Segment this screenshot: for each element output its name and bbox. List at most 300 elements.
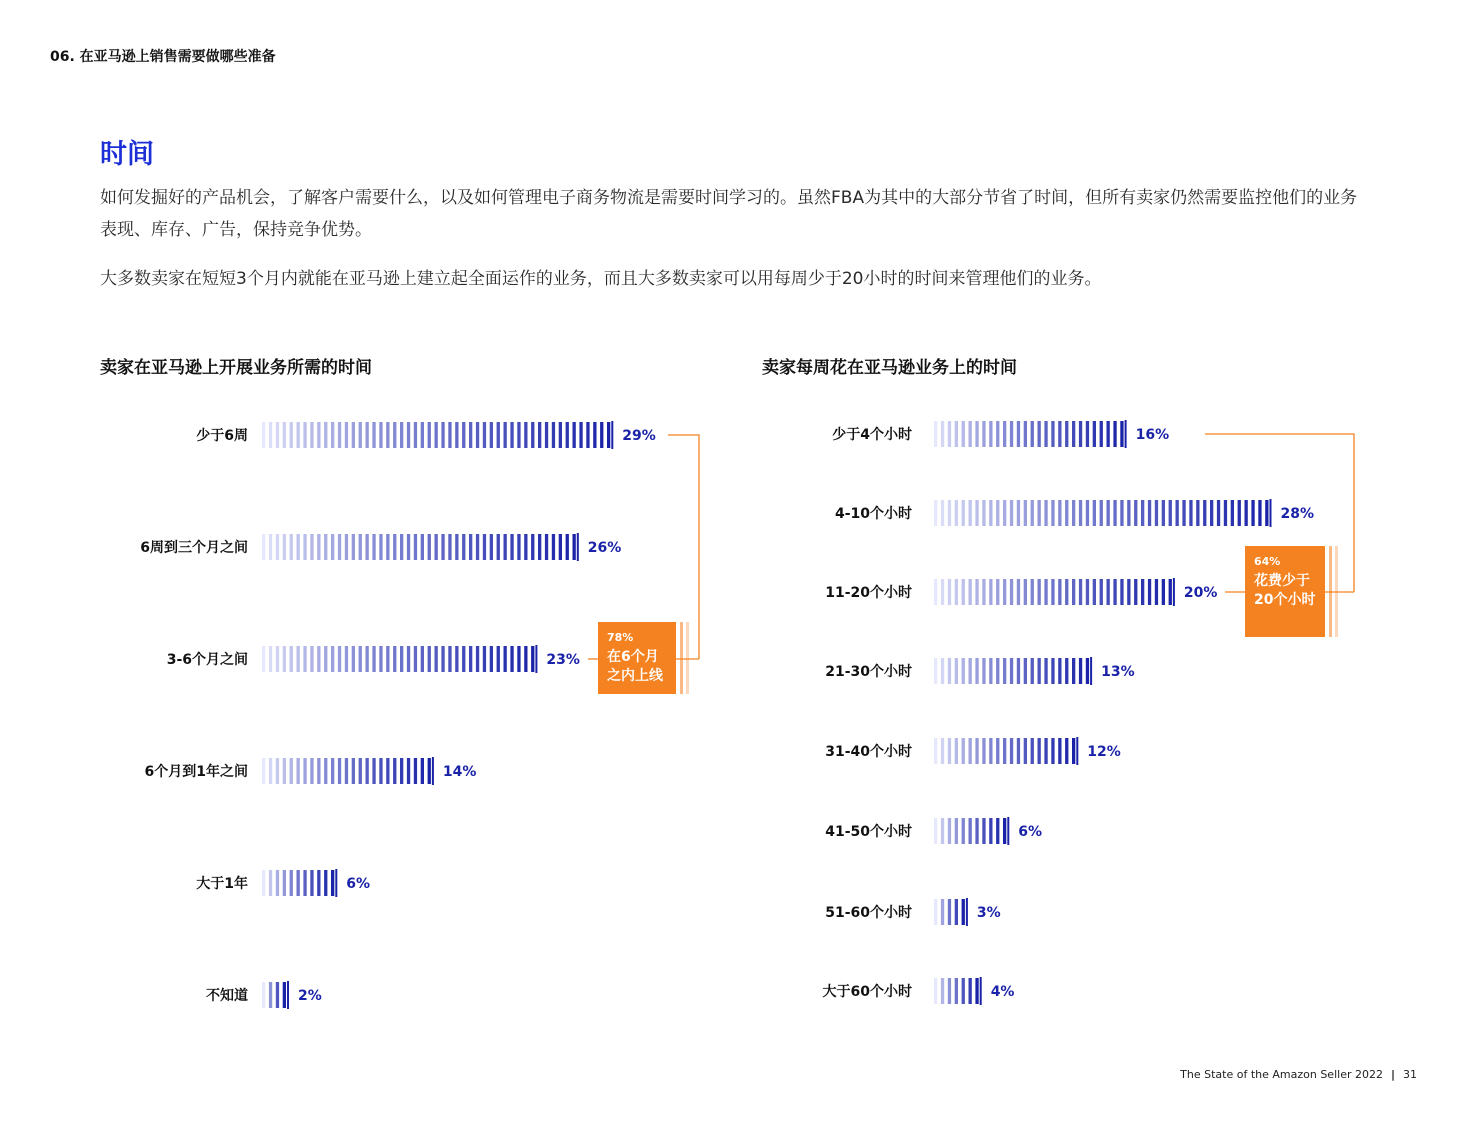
bar-stripe	[962, 899, 965, 925]
bar-stripe	[1058, 421, 1061, 447]
bar-stripe	[1265, 500, 1268, 526]
bar-stripe	[1024, 421, 1027, 447]
bar-end-cap	[1090, 657, 1092, 685]
bar-stripe	[407, 534, 410, 560]
bar-stripe	[1010, 421, 1013, 447]
bar-stripe	[297, 758, 300, 784]
bar-stripe	[469, 534, 472, 560]
bar-stripe	[1086, 500, 1089, 526]
bar-stripe	[524, 646, 527, 672]
bar-stripe	[393, 534, 396, 560]
value-label: 4%	[990, 984, 1015, 1000]
bar-stripe	[1017, 658, 1020, 684]
bar-stripe	[297, 422, 300, 448]
bar-stripe	[579, 422, 582, 448]
bar-stripe	[303, 870, 306, 896]
bar-stripe	[359, 422, 362, 448]
bar-stripe	[1120, 500, 1123, 526]
bar-stripe	[448, 422, 451, 448]
bar-stripe	[1141, 579, 1144, 605]
bar-stripe	[934, 658, 937, 684]
category-label: 大于60个小时	[822, 984, 912, 1000]
bar-stripe	[310, 422, 313, 448]
intro-paragraph: 如何发掘好的产品机会，了解客户需要什么，以及如何管理电子商务物流是需要时间学习的。虽然FBA为其中的大部分节省了时间，但所有卖家仍然需要监控他们的业务表现、库存、广告，保持竞争优势。	[100, 188, 1358, 240]
bar-stripe	[969, 500, 972, 526]
bar-stripe	[435, 534, 438, 560]
bar-stripe	[955, 421, 958, 447]
bar-stripe	[1017, 579, 1020, 605]
bar-stripe	[1051, 421, 1054, 447]
bar-stripe	[962, 738, 965, 764]
bar-stripe	[290, 758, 293, 784]
bar-stripe	[469, 422, 472, 448]
bar-stripe	[352, 534, 355, 560]
bar-stripe	[331, 758, 334, 784]
bar-stripe	[538, 422, 541, 448]
bar-stripe	[586, 422, 589, 448]
bar-stripe	[324, 870, 327, 896]
bar-stripe	[934, 421, 937, 447]
value-label: 29%	[622, 428, 656, 444]
category-label: 41-50个小时	[825, 824, 912, 840]
bar-stripe	[428, 758, 431, 784]
value-label: 3%	[976, 905, 1001, 921]
bar-stripe	[283, 422, 286, 448]
bar-stripe	[269, 646, 272, 672]
bar-stripe	[1238, 500, 1241, 526]
bar-stripe	[345, 422, 348, 448]
bar-stripe	[338, 422, 341, 448]
bar-end-cap	[1076, 737, 1078, 765]
bar-stripe	[269, 422, 272, 448]
bar-stripe	[504, 646, 507, 672]
bar-stripe	[1224, 500, 1227, 526]
bar-stripe	[969, 978, 972, 1004]
bar-stripe	[276, 758, 279, 784]
bar-stripe	[941, 738, 944, 764]
bar	[934, 578, 1175, 606]
bar-stripe	[982, 658, 985, 684]
bar-stripe	[283, 534, 286, 560]
bar-end-cap	[535, 645, 537, 673]
bar-stripe	[317, 646, 320, 672]
bar-stripe	[948, 500, 951, 526]
bar-stripe	[1120, 421, 1123, 447]
bar-stripe	[366, 646, 369, 672]
bar-stripe	[1162, 579, 1165, 605]
category-label: 6个月到1年之间	[144, 764, 248, 780]
bar-stripe	[386, 422, 389, 448]
bar-stripe	[1203, 500, 1206, 526]
bar-stripe	[283, 870, 286, 896]
bar-stripe	[1120, 579, 1123, 605]
value-label: 20%	[1183, 585, 1218, 601]
bar-stripe	[372, 534, 375, 560]
bar-stripe	[517, 646, 520, 672]
value-label: 6%	[346, 876, 371, 892]
bar-stripe	[317, 758, 320, 784]
bar-end-cap	[980, 977, 982, 1005]
bar-stripe	[290, 870, 293, 896]
bar-stripe	[455, 422, 458, 448]
bar-stripe	[955, 738, 958, 764]
left-chart-title: 卖家在亚马逊上开展业务所需的时间	[100, 358, 372, 378]
bar	[934, 977, 982, 1005]
bar-stripe	[283, 646, 286, 672]
bar-stripe	[1086, 421, 1089, 447]
bar-stripe	[352, 646, 355, 672]
bar-stripe	[400, 646, 403, 672]
bar-stripe	[1251, 500, 1254, 526]
bar-stripe	[393, 758, 396, 784]
bar-stripe	[1113, 421, 1116, 447]
bar-stripe	[303, 422, 306, 448]
bar-stripe	[310, 534, 313, 560]
bar-stripe	[262, 870, 265, 896]
bar-stripe	[948, 738, 951, 764]
bar-stripe	[1003, 421, 1006, 447]
category-label: 6周到三个月之间	[140, 540, 248, 556]
bar-stripe	[366, 534, 369, 560]
callout-percent: 78%	[607, 631, 634, 644]
bar-stripe	[393, 422, 396, 448]
bar-stripe	[324, 534, 327, 560]
bar-stripe	[982, 818, 985, 844]
bar-stripe	[448, 646, 451, 672]
bar-stripe	[962, 658, 965, 684]
bar-stripe	[593, 422, 596, 448]
bar-stripe	[510, 646, 513, 672]
bar-stripe	[1148, 500, 1151, 526]
bar-stripe	[996, 579, 999, 605]
bar-stripe	[414, 422, 417, 448]
bar-stripe	[1031, 500, 1034, 526]
bar-stripe	[1162, 500, 1165, 526]
bar-stripe	[345, 534, 348, 560]
footer	[1180, 1068, 1417, 1081]
bar-stripe	[414, 646, 417, 672]
bar-stripe	[1141, 500, 1144, 526]
bar-stripe	[1148, 579, 1151, 605]
value-label: 26%	[587, 540, 622, 556]
callout-percent: 64%	[1254, 555, 1281, 568]
bar-stripe	[941, 818, 944, 844]
bar-stripe	[428, 646, 431, 672]
bar-stripe	[386, 758, 389, 784]
bar-stripe	[982, 738, 985, 764]
bar-stripe	[483, 422, 486, 448]
bar-stripe	[1210, 500, 1213, 526]
category-label: 31-40个小时	[825, 744, 912, 760]
bar-stripe	[421, 758, 424, 784]
bar-stripe	[955, 978, 958, 1004]
bar	[934, 657, 1092, 685]
page-heading: 时间	[100, 139, 154, 170]
bar-stripe	[975, 658, 978, 684]
bar-stripe	[414, 534, 417, 560]
bar-stripe	[379, 422, 382, 448]
bar-stripe	[566, 422, 569, 448]
bar-stripe	[407, 646, 410, 672]
bar-stripe	[1079, 579, 1082, 605]
bar-stripe	[1176, 500, 1179, 526]
bar-stripe	[948, 899, 951, 925]
bar-stripe	[1169, 579, 1172, 605]
bar	[262, 645, 537, 673]
bar-stripe	[1258, 500, 1261, 526]
bar-stripe	[290, 422, 293, 448]
bar-stripe	[276, 534, 279, 560]
bar-stripe	[490, 534, 493, 560]
bar-stripe	[934, 978, 937, 1004]
bar-stripe	[331, 534, 334, 560]
bar-stripe	[421, 534, 424, 560]
bar-stripe	[955, 818, 958, 844]
bar-stripe	[1024, 500, 1027, 526]
bar-stripe	[962, 818, 965, 844]
bar	[262, 757, 434, 785]
chart-right	[823, 420, 1354, 1005]
bar-stripe	[1100, 500, 1103, 526]
bar-stripe	[948, 579, 951, 605]
bar-stripe	[303, 534, 306, 560]
bar-end-cap	[1173, 578, 1175, 606]
bar-stripe	[948, 658, 951, 684]
bar-stripe	[941, 978, 944, 1004]
bar-stripe	[989, 579, 992, 605]
bar-stripe	[400, 758, 403, 784]
bar-stripe	[1003, 579, 1006, 605]
bar-stripe	[1003, 500, 1006, 526]
bar-stripe	[559, 422, 562, 448]
bar	[262, 421, 613, 449]
bar-stripe	[962, 579, 965, 605]
bar-stripe	[379, 534, 382, 560]
bar-stripe	[941, 658, 944, 684]
bar-stripe	[955, 658, 958, 684]
bar-stripe	[1217, 500, 1220, 526]
bar-stripe	[1003, 658, 1006, 684]
bar-stripe	[1072, 579, 1075, 605]
bar-stripe	[269, 758, 272, 784]
bar-stripe	[338, 534, 341, 560]
bar-stripe	[1231, 500, 1234, 526]
bar-stripe	[400, 534, 403, 560]
bar-stripe	[552, 534, 555, 560]
bar-stripe	[996, 738, 999, 764]
bar-stripe	[1113, 500, 1116, 526]
bar-stripe	[969, 658, 972, 684]
bar-stripe	[1100, 579, 1103, 605]
footer-text: The State of the Amazon Seller 2022	[1180, 1068, 1383, 1081]
value-label: 14%	[442, 764, 477, 780]
value-label: 6%	[1018, 824, 1043, 840]
bar-stripe	[962, 978, 965, 1004]
bar-stripe	[1065, 421, 1068, 447]
bar-stripe	[607, 422, 610, 448]
bar-stripe	[290, 534, 293, 560]
bar-stripe	[1010, 579, 1013, 605]
bar-stripe	[283, 982, 286, 1008]
bar-stripe	[934, 818, 937, 844]
bar-stripe	[1072, 421, 1075, 447]
bar-stripe	[310, 758, 313, 784]
bar-stripe	[1044, 421, 1047, 447]
bar-stripe	[407, 422, 410, 448]
category-label: 少于6周	[196, 428, 248, 444]
bar-end-cap	[335, 869, 337, 897]
bar-stripe	[517, 534, 520, 560]
bar	[934, 898, 968, 926]
bar-stripe	[941, 421, 944, 447]
value-label: 16%	[1135, 427, 1170, 443]
bar-stripe	[1058, 658, 1061, 684]
bar-stripe	[1100, 421, 1103, 447]
bar-stripe	[483, 534, 486, 560]
bar-stripe	[290, 646, 293, 672]
bar-stripe	[490, 646, 493, 672]
bar	[262, 869, 337, 897]
bar-stripe	[975, 738, 978, 764]
bar-stripe	[317, 534, 320, 560]
callout-text: 在6个月	[607, 649, 659, 665]
bar-stripe	[1044, 579, 1047, 605]
bar-stripe	[1107, 421, 1110, 447]
bar-stripe	[955, 579, 958, 605]
bar-stripe	[989, 500, 992, 526]
bar-stripe	[1058, 500, 1061, 526]
bar-stripe	[504, 534, 507, 560]
bar-stripe	[352, 422, 355, 448]
bar-stripe	[414, 758, 417, 784]
bar-stripe	[1086, 579, 1089, 605]
bar-end-cap	[1007, 817, 1009, 845]
bar-stripe	[510, 534, 513, 560]
bar-stripe	[455, 646, 458, 672]
bar-stripe	[948, 818, 951, 844]
bar-stripe	[435, 646, 438, 672]
bar-stripe	[948, 421, 951, 447]
bar-stripe	[975, 500, 978, 526]
bar-end-cap	[611, 421, 613, 449]
callout-text: 花费少于	[1254, 573, 1310, 589]
bar-stripe	[1024, 658, 1027, 684]
bar-stripe	[262, 534, 265, 560]
bar-stripe	[366, 758, 369, 784]
category-label: 大于1年	[196, 876, 248, 892]
bar-stripe	[386, 534, 389, 560]
bar-stripe	[262, 982, 265, 1008]
bar-stripe	[1031, 579, 1034, 605]
bar-stripe	[600, 422, 603, 448]
bar-stripe	[372, 758, 375, 784]
bar-stripe	[324, 422, 327, 448]
bar-stripe	[996, 658, 999, 684]
bar-stripe	[1107, 500, 1110, 526]
bar-stripe	[1010, 738, 1013, 764]
chart-left	[140, 421, 699, 1009]
bar-stripe	[1031, 421, 1034, 447]
bar-stripe	[975, 421, 978, 447]
category-label: 少于4个小时	[832, 427, 912, 443]
bar-stripe	[1065, 579, 1068, 605]
bar-stripe	[1079, 500, 1082, 526]
bar-stripe	[1024, 738, 1027, 764]
bar	[934, 499, 1272, 527]
bar-stripe	[975, 978, 978, 1004]
bar	[934, 817, 1009, 845]
bar-stripe	[1003, 738, 1006, 764]
bar-stripe	[1044, 738, 1047, 764]
bar-stripe	[269, 534, 272, 560]
bar-stripe	[545, 534, 548, 560]
bar-stripe	[934, 738, 937, 764]
bar-stripe	[421, 646, 424, 672]
bar-stripe	[982, 500, 985, 526]
bar-stripe	[1038, 421, 1041, 447]
bar-stripe	[573, 422, 576, 448]
bar-stripe	[407, 758, 410, 784]
bar-stripe	[1038, 500, 1041, 526]
bar-stripe	[1058, 738, 1061, 764]
bar-stripe	[975, 818, 978, 844]
bar-stripe	[476, 646, 479, 672]
bar-stripe	[359, 534, 362, 560]
bar-stripe	[324, 646, 327, 672]
bar-stripe	[317, 422, 320, 448]
bar-stripe	[359, 758, 362, 784]
bar-stripe	[1127, 500, 1130, 526]
bar-stripe	[1031, 738, 1034, 764]
bar-stripe	[969, 421, 972, 447]
value-label: 23%	[546, 652, 580, 668]
bar-stripe	[524, 534, 527, 560]
bar-stripe	[345, 758, 348, 784]
bar-end-cap	[287, 981, 289, 1009]
bar-stripe	[331, 422, 334, 448]
bar-end-cap	[1270, 499, 1272, 527]
bar-stripe	[1072, 500, 1075, 526]
bar-stripe	[1134, 500, 1137, 526]
bar-stripe	[462, 422, 465, 448]
value-label: 13%	[1101, 664, 1135, 680]
bar-stripe	[969, 579, 972, 605]
bar-stripe	[1093, 579, 1096, 605]
bar-stripe	[297, 646, 300, 672]
bar-stripe	[421, 422, 424, 448]
bar-stripe	[531, 646, 534, 672]
bar-stripe	[962, 421, 965, 447]
bar-stripe	[1051, 658, 1054, 684]
bar-stripe	[1051, 738, 1054, 764]
bar-stripe	[948, 978, 951, 1004]
bar-stripe	[1155, 579, 1158, 605]
callout-stripe	[680, 622, 683, 694]
bar-stripe	[497, 422, 500, 448]
bar-stripe	[276, 870, 279, 896]
bar-stripe	[1079, 658, 1082, 684]
bar-stripe	[372, 422, 375, 448]
bar-stripe	[1051, 579, 1054, 605]
bar-stripe	[955, 899, 958, 925]
bar-stripe	[490, 422, 493, 448]
bar-stripe	[545, 422, 548, 448]
bar-stripe	[393, 646, 396, 672]
bar-stripe	[386, 646, 389, 672]
category-label: 51-60个小时	[825, 905, 912, 921]
bar-stripe	[982, 421, 985, 447]
bar-stripe	[1017, 500, 1020, 526]
